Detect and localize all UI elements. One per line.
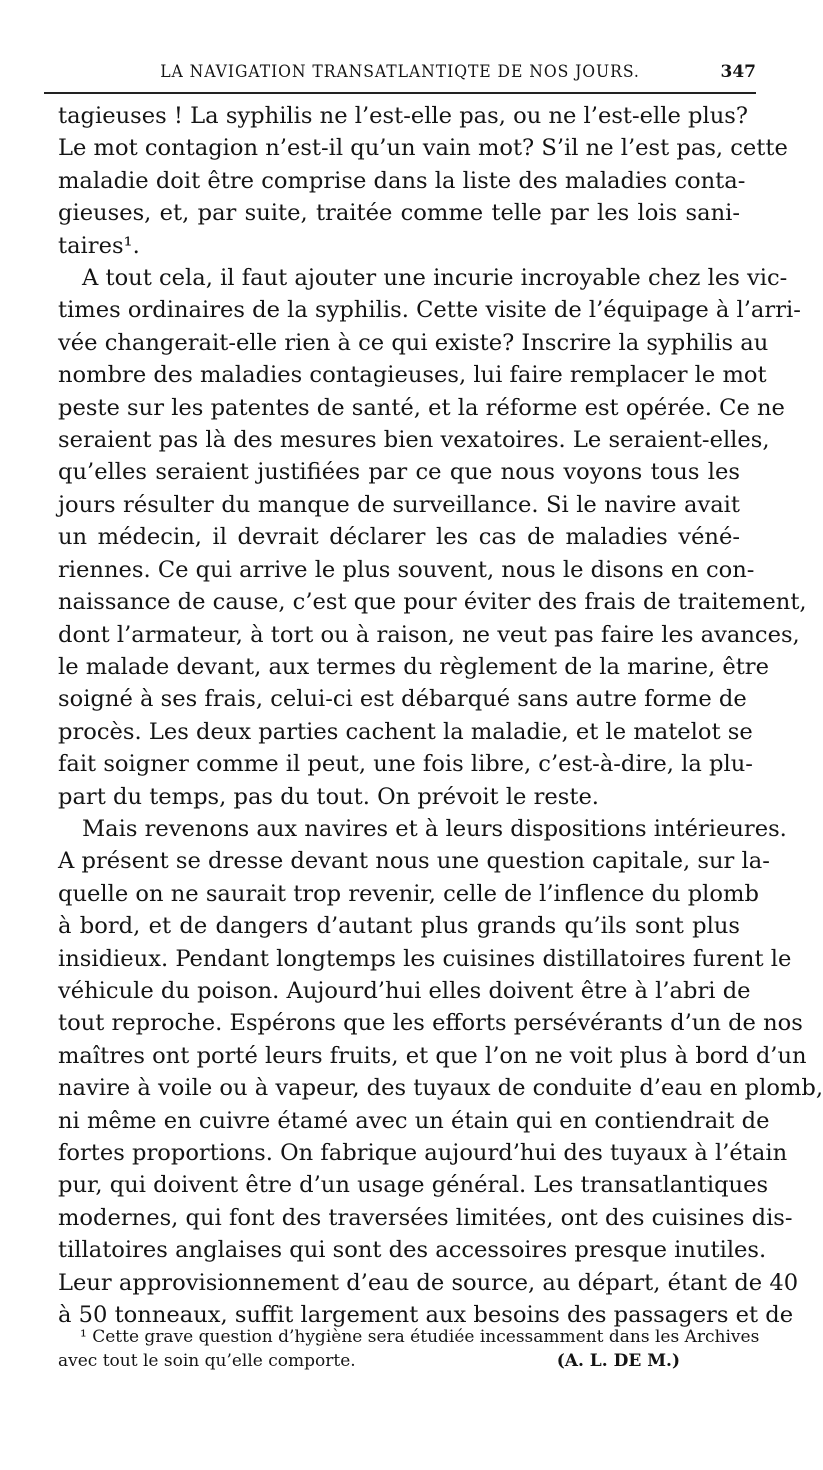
footnote-line-wrapper (58, 1349, 740, 1373)
text-line: un médecin, il devrait déclarer les cas de maladies véné- (58, 524, 740, 551)
text-line: part du temps, pas du tout. On prévoit le reste. (58, 783, 599, 810)
running-head (44, 62, 756, 94)
text-line: à 50 tonneaux, suffit largement aux besoins des passagers et de (58, 1302, 794, 1329)
text-line: maladie doit être comprise dans la liste des maladies conta- (58, 167, 746, 194)
text-line: soigné à ses frais, celui-ci est débarqué sans autre forme de (58, 686, 747, 713)
text-line: fait soigner comme il peut, une fois libre, c’est-à-dire, la plu- (58, 751, 753, 778)
text-line: Mais revenons aux navires et à leurs dispositions intérieures. (82, 815, 787, 842)
text-line: tagieuses ! La syphilis ne l’est-elle pas, ou ne l’est-elle plus? (58, 103, 748, 129)
text-line: gieuses, et, par suite, traitée comme telle par les lois sani- (58, 200, 740, 227)
text-line: tout reproche. Espérons que les efforts persévérants d’un de nos (58, 1010, 803, 1037)
text-line: seraient pas là des mesures bien vexatoires. Le seraient-elles, (58, 427, 770, 454)
text-line: procès. Les deux parties cachent la maladie, et le matelot se (58, 718, 753, 745)
text-line: A tout cela, il faut ajouter une incurie incroyable chez les vic- (82, 265, 788, 292)
text-line: fortes proportions. On fabrique aujourd’hui des tuyaux à l’étain (58, 1140, 788, 1166)
text-line: dont l’armateur, à tort ou à raison, ne veut pas faire les avances, (58, 621, 800, 648)
text-line: A présent se dresse devant nous une question capitale, sur la- (58, 848, 770, 875)
text-line: peste sur les patentes de santé, et la réforme est opérée. Ce ne (58, 394, 785, 421)
text-line: vée changerait-elle rien à ce qui existe? Inscrire la syphilis au (58, 329, 769, 356)
text-line: qu’elles seraient justifiées par ce que nous voyons tous les (58, 459, 740, 486)
page-number: 347 (720, 62, 756, 82)
text-line: riennes. Ce qui arrive le plus souvent, nous le disons en con- (58, 556, 755, 583)
text-line: tillatoires anglaises qui sont des accessoires presque inutiles. (58, 1237, 767, 1264)
text-line: véhicule du poison. Aujourd’hui elles doivent être à l’abri de (58, 977, 751, 1004)
text-line: times ordinaires de la syphilis. Cette visite de l’équipage à l’arri- (58, 297, 801, 324)
text-line: Leur approvisionnement d’eau de source, au départ, étant de 40 (58, 1269, 799, 1296)
text-line: naissance de cause, c’est que pour éviter des frais de traitement, (58, 589, 807, 616)
footnote-line: ¹ Cette grave question d’hygiène sera étudiée incessamment dans les Archives (80, 1327, 760, 1347)
text-line: pur, qui doivent être d’un usage général. Les transatlantiques (58, 1172, 769, 1199)
text-line: Le mot contagion n’est-il qu’un vain mot? S’il ne l’est pas, cette (58, 135, 788, 162)
text-line: nombre des maladies contagieuses, lui faire remplacer le mot (58, 362, 767, 389)
body-text (58, 100, 823, 1331)
text-line: insidieux. Pendant longtemps les cuisines distillatoires furent le (58, 945, 792, 972)
text-line: maîtres ont porté leurs fruits, et que l’on ne voit plus à bord d’un (58, 1042, 807, 1069)
text-line: quelle on ne saurait trop revenir, celle de l’inflence du plomb (58, 880, 759, 907)
text-line: jours résulter du manque de surveillance. Si le navire avait (58, 491, 740, 518)
text-line: ni même en cuivre étamé avec un étain qui en contiendrait de (58, 1107, 770, 1134)
footnote-line: avec tout le soin qu’elle comporte. (58, 1351, 356, 1371)
footnote (58, 1325, 760, 1373)
text-line: le malade devant, aux termes du règlement de la marine, être (58, 653, 769, 680)
running-head-title: LA NAVIGATION TRANSATLANTIQTE DE NOS JOURS. (160, 62, 640, 82)
footnote-signature: (A. L. DE M.) (556, 1351, 680, 1371)
text-line: taires¹. (58, 232, 140, 259)
text-line: à bord, et de dangers d’autant plus grands qu’ils sont plus (58, 913, 740, 940)
text-line: navire à voile ou à vapeur, des tuyaux de conduite d’eau en plomb, (58, 1075, 823, 1102)
text-line: modernes, qui font des traversées limitées, ont des cuisines dis- (58, 1204, 793, 1231)
